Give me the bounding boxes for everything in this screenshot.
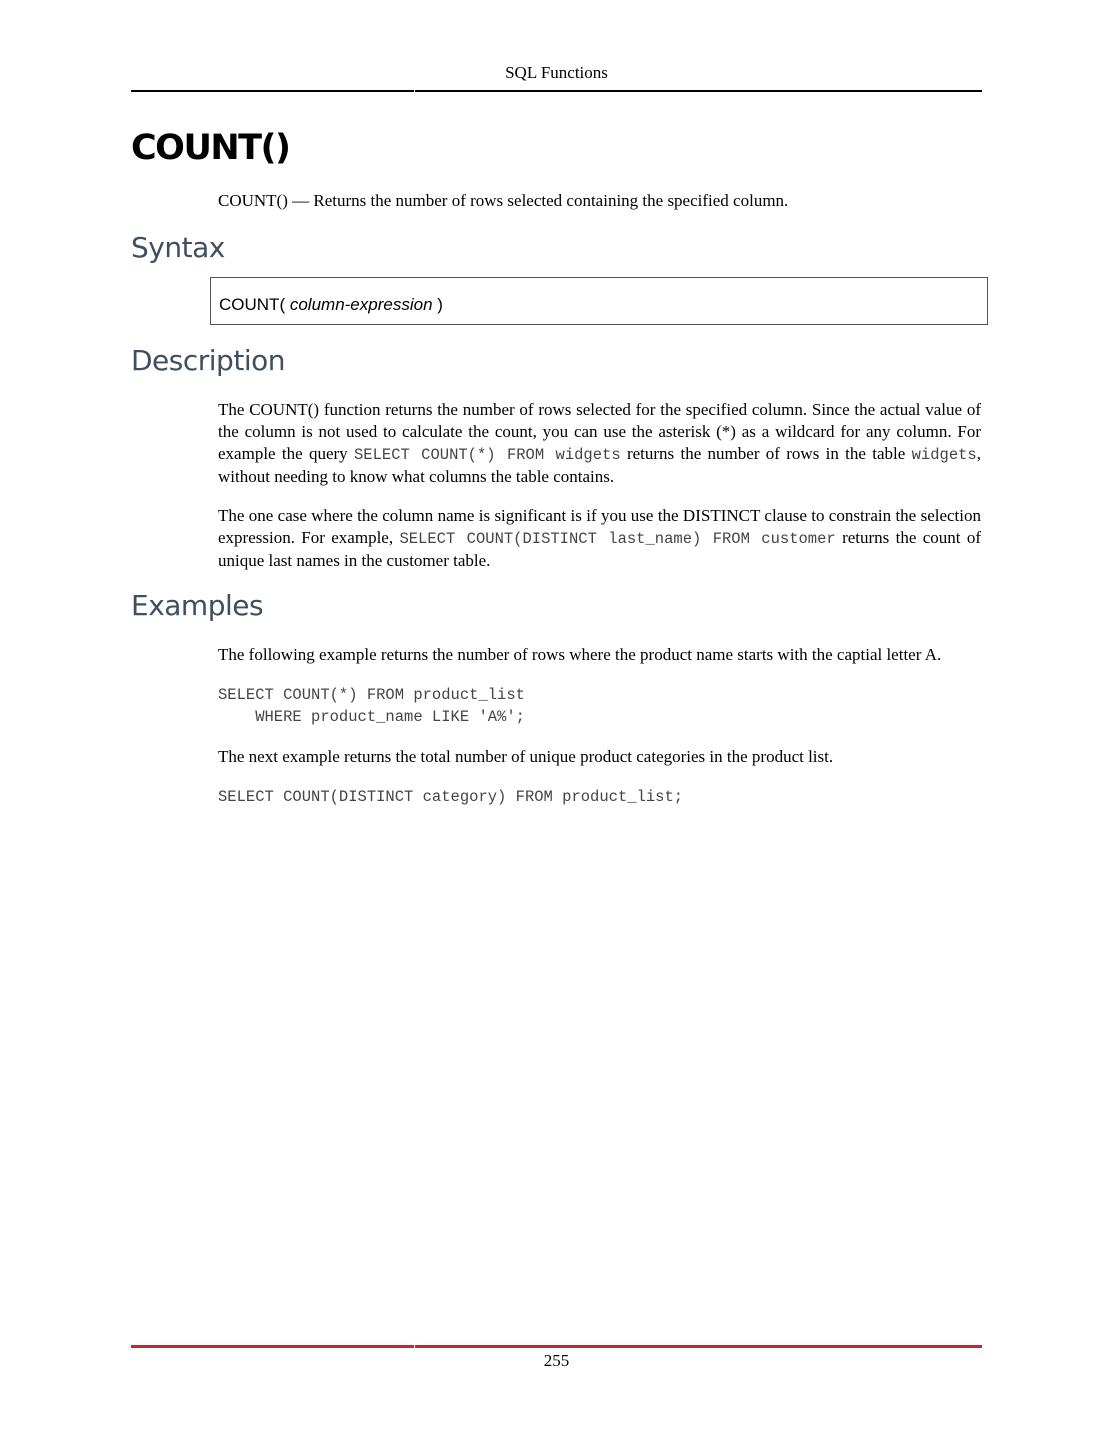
inline-code: SELECT COUNT(DISTINCT last_name) FROM customer <box>399 530 836 548</box>
syntax-box <box>210 277 988 325</box>
syntax-close: ) <box>432 295 443 314</box>
inline-code: widgets <box>911 446 977 464</box>
text: returns the count of unique last names in the customer table. <box>218 528 982 570</box>
footer-rule <box>131 1345 982 1348</box>
inline-code: SELECT COUNT(*) FROM widgets <box>354 446 621 464</box>
code-block-2: SELECT COUNT(DISTINCT category) FROM product_list; <box>218 788 684 806</box>
example-intro-2: The next example returns the total number of unique product categories in the product list. <box>218 747 834 766</box>
page-number: 255 <box>543 1351 570 1370</box>
running-header: SQL Functions <box>505 63 608 82</box>
examples-heading: Examples <box>131 589 264 622</box>
syntax-func: COUNT( <box>219 295 286 314</box>
example-intro-1: The following example returns the number of rows where the product name starts with the captial letter A. <box>218 645 942 664</box>
text: returns the number of rows in the table <box>620 444 912 463</box>
text: The COUNT() function returns the number of rows selected for the specified column. Since the actual value of the column is not used to calculate the count, you can use the asterisk (*) as a wildcard for any column. For example the query <box>218 400 981 463</box>
description-paragraph-1 <box>218 399 981 488</box>
text: , without needing to know what columns the table contains. <box>218 444 981 486</box>
header-rule <box>131 90 982 92</box>
description-paragraph-2 <box>218 505 981 572</box>
syntax-arg: column-expression <box>289 295 433 314</box>
summary: COUNT() — Returns the number of rows selected containing the specified column. <box>218 191 789 210</box>
description-heading: Description <box>131 344 285 377</box>
syntax-heading: Syntax <box>131 231 225 264</box>
page-title: COUNT() <box>131 128 290 168</box>
text: The one case where the column name is significant is if you use the DISTINCT clause to constrain the selection expression. For example, <box>218 506 981 547</box>
code-block-1: SELECT COUNT(*) FROM product_list WHERE product_name LIKE 'A%'; <box>218 686 525 726</box>
